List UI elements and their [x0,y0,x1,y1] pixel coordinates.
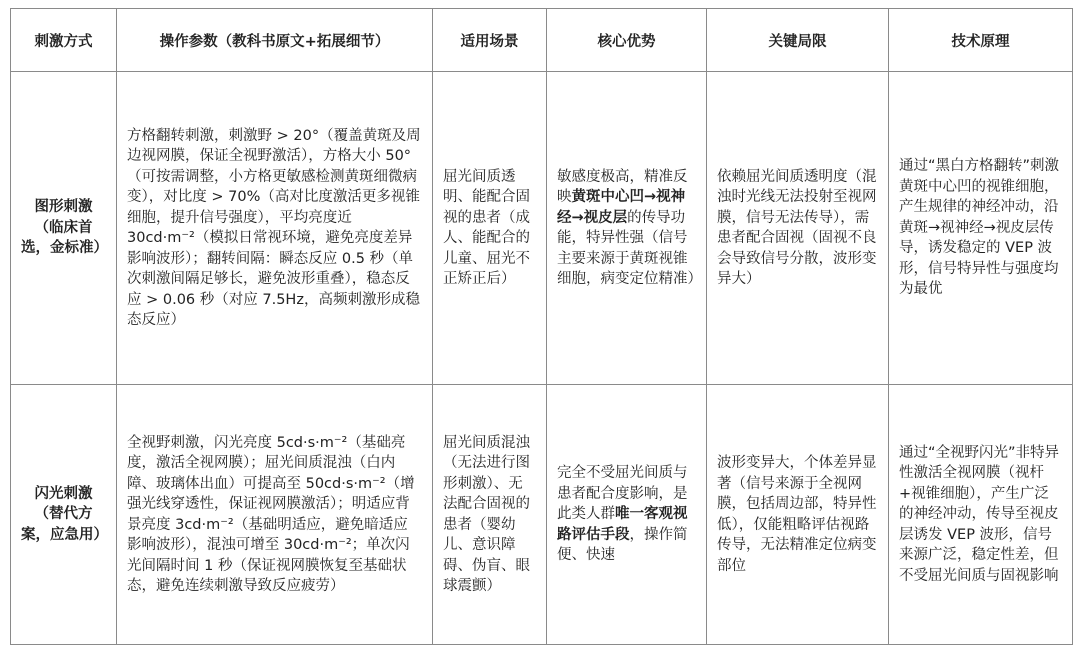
limitation-cell: 波形变异大，个体差异显著（信号来源于全视网膜，包括周边部，特异性低），仅能粗略评估视路传导，无法精准定位病变部位 [707,385,889,645]
header-limitation: 关键局限 [707,9,889,72]
advantage-highlight: 黄斑中心凹→视神经→视皮层 [557,189,686,226]
method-cell: 图形刺激（临床首选，金标准） [11,72,117,385]
header-scenario: 适用场景 [433,9,547,72]
table-row [11,72,1073,385]
header-principle: 技术原理 [889,9,1073,72]
advantage-text: ，操作简便、快速 [557,526,688,564]
params-cell: 方格翻转刺激，刺激野 > 20°（覆盖黄斑及周边视网膜，保证全视野激活），方格大小 50°（可按需调整，小方格更敏感检测黄斑细微病变），对比度 > 70%（高对比度激活更多视锥细胞，提升信号强度），平均亮度近 30cd·m⁻²（模拟日常视环境，避免亮度差异影响波形）；翻转间隔：瞬态反应 0.5 秒（单次刺激间隔足够长，避免波形重叠），稳态反应 > 0.06 秒（对应 7.5Hz，高频刺激形成稳态反应） [117,72,433,385]
params-cell: 全视野刺激，闪光亮度 5cd·s·m⁻²（基础亮度，激活全视网膜）；屈光间质混浊（白内障、玻璃体出血）可提高至 50cd·s·m⁻²（增强光线穿透性，保证视网膜激活）；明适应背景亮度 3cd·m⁻²（基础明适应，避免暗适应影响波形），混浊可增至 30cd·m⁻²；单次闪光间隔时间 1 秒（保证视网膜恢复至基础状态，避免连续刺激导致反应疲劳） [117,385,433,645]
table-row [11,385,1073,645]
advantage-cell [547,385,707,645]
advantage-highlight: 唯一客观视路评估手段 [557,506,688,543]
advantage-cell [547,72,707,385]
header-row [11,9,1073,72]
advantage-text: 的传导功能，特异性强（信号主要来源于黄斑视锥细胞，病变定位精准） [557,209,702,287]
principle-cell: 通过“全视野闪光”非特异性激活全视网膜（视杆+视锥细胞），产生广泛的神经冲动，传导至视皮层诱发 VEP 波形，信号来源广泛，稳定性差，但不受屈光间质与固视影响 [889,385,1073,645]
advantage-text: 完全不受屈光间质与患者配合度影响，是此类人群 [557,465,688,523]
scenario-cell: 屈光间质透明、能配合固视的患者（成人、能配合的儿童、屈光不正矫正后） [433,72,547,385]
scenario-cell: 屈光间质混浊（无法进行图形刺激）、无法配合固视的患者（婴幼儿、意识障碍、伪盲、眼球震颤） [433,385,547,645]
limitation-cell: 依赖屈光间质透明度（混浊时光线无法投射至视网膜，信号无法传导），需患者配合固视（固视不良会导致信号分散，波形变异大） [707,72,889,385]
principle-cell: 通过“黑白方格翻转”刺激黄斑中心凹的视锥细胞，产生规律的神经冲动，沿黄斑→视神经→视皮层传导，诱发稳定的 VEP 波形，信号特异性与强度均为最优 [889,72,1073,385]
method-cell: 闪光刺激（替代方案，应急用） [11,385,117,645]
header-params: 操作参数（教科书原文+拓展细节） [117,9,433,72]
header-method: 刺激方式 [11,9,117,72]
vep-stimulation-table [10,8,1073,645]
header-advantage: 核心优势 [547,9,707,72]
advantage-text: 敏感度极高，精准反映 [557,168,688,205]
